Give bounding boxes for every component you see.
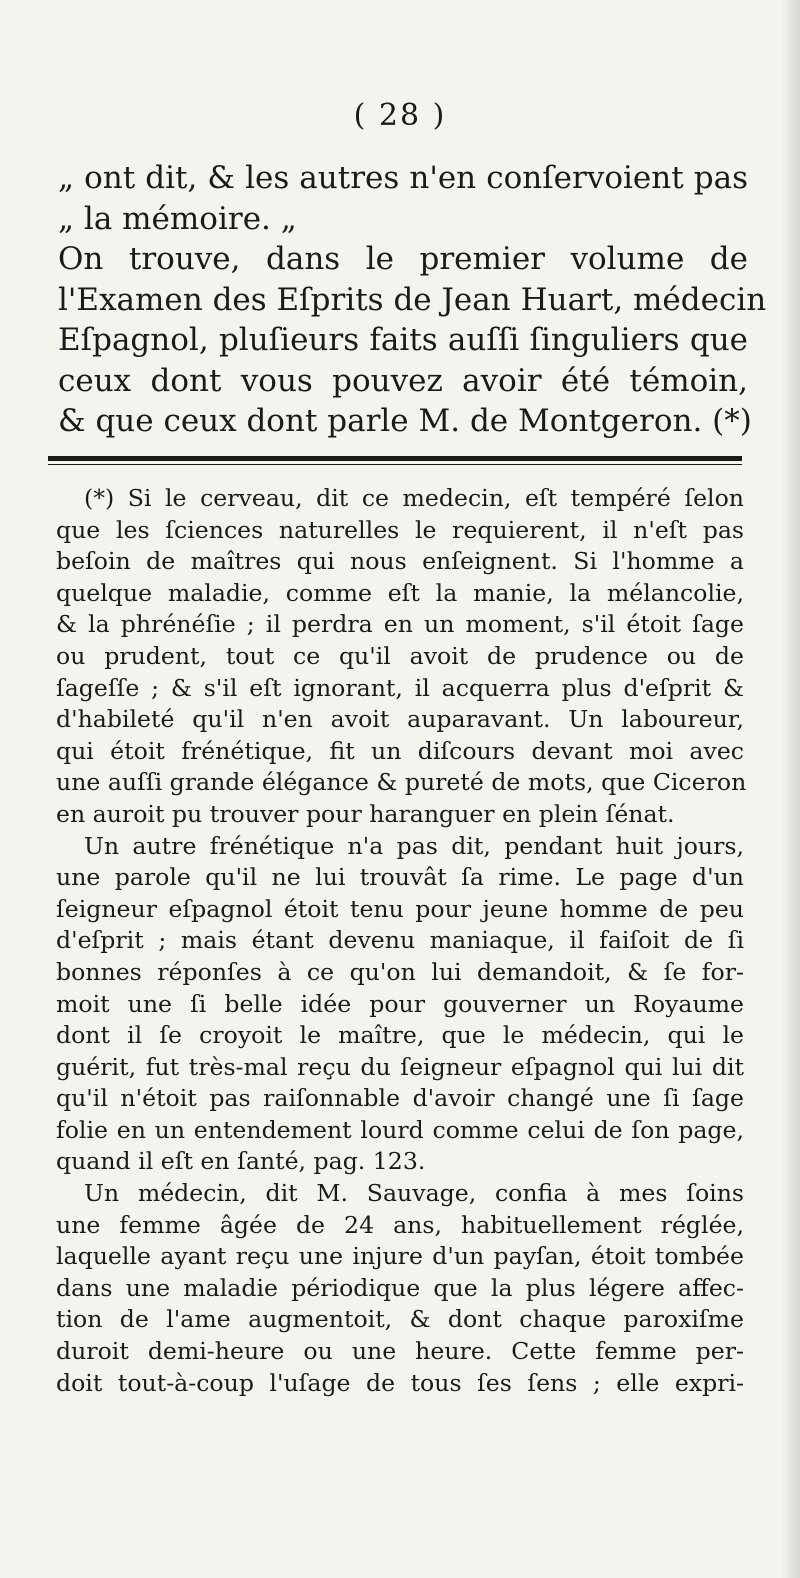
main-line-5: Eſpagnol, pluſieurs faits auſſi ſinguliers que	[58, 322, 748, 358]
footnote-line: d'eſprit ; mais étant devenu maniaque, il faiſoit de ſi	[56, 926, 744, 955]
footnote-line: une auſſi grande élégance & pureté de mots, que Ciceron	[56, 768, 747, 797]
footnote-line: (*) Si le cerveau, dit ce medecin, eſt tempéré ſelon	[84, 484, 744, 512]
footnote-line: moit une ſi belle idée pour gouverner un Royaume	[56, 989, 744, 1018]
main-line-1: „ ont dit, & les autres n'en conſervoient pas	[58, 160, 748, 196]
footnote-line: laquelle ayant reçu une injure d'un payſan, étoit tombée	[56, 1242, 744, 1271]
footnote-line: Un médecin, dit M. Sauvage, confia à mes ſoins	[84, 1179, 744, 1208]
main-line-6: ceux dont vous pouvez avoir été témoin,	[58, 362, 748, 399]
footnote-line: ſeigneur eſpagnol étoit tenu pour jeune homme de peu	[56, 894, 744, 923]
footnote-line: une femme âgée de 24 ans, habituellement réglée,	[56, 1210, 744, 1239]
footnote-line: qui étoit frénétique, fit un diſcours devant moi avec	[56, 736, 744, 765]
footnote-line: doit tout-à-coup l'uſage de tous ſes ſens ; elle expri-	[56, 1368, 744, 1397]
footnote-line: que les ſciences naturelles le requierent, il n'eſt pas	[56, 515, 744, 544]
footnote-line: & la phrénéſie ; il perdra en un moment, s'il étoit ſage	[56, 610, 744, 639]
page-number: ( 28 )	[353, 98, 447, 133]
page-edge-shadow	[782, 0, 800, 1578]
footnote-line: dans une maladie périodique que la plus légere affec-	[56, 1273, 744, 1302]
footnote-line: une parole qu'il ne lui trouvât ſa rime. Le page d'un	[56, 863, 744, 892]
main-line-4: l'Examen des Eſprits de Jean Huart, médecin	[58, 281, 767, 318]
footnote-line: quelque maladie, comme eſt la manie, la mélancolie,	[56, 578, 744, 607]
main-line-3: On trouve, dans le premier volume de	[58, 241, 748, 277]
footnote-line: bonnes réponſes à ce qu'on lui demandoit, & ſe for-	[56, 957, 744, 986]
footnote-line: ſageſſe ; & s'il eſt ignorant, il acquerra plus d'eſprit &	[56, 673, 744, 702]
footnote-line: Un autre frénétique n'a pas dit, pendant huit jours,	[84, 831, 744, 860]
main-line-7: & que ceux dont parle M. de Montgeron. (*)	[58, 403, 752, 439]
footnote-line: ou prudent, tout ce qu'il avoit de prudence ou de	[56, 641, 744, 670]
footnote-line: duroit demi-heure ou une heure. Cette femme per-	[56, 1337, 744, 1366]
footnote-line: tion de l'ame augmentoit, & dont chaque paroxiſme	[56, 1305, 744, 1334]
main-text-block	[58, 158, 767, 442]
footnote-line: dont il ſe croyoit le maître, que le médecin, qui le	[56, 1021, 744, 1050]
footnote-line: qu'il n'étoit pas raiſonnable d'avoir changé une ſi ſage	[56, 1084, 744, 1113]
footnote-line: guérit, fut très-mal reçu du ſeigneur eſpagnol qui lui dit	[56, 1052, 744, 1081]
footnote-line: en auroit pu trouver pour haranguer en plein ſénat.	[56, 799, 675, 828]
footnote-separator-thin-rule	[48, 464, 742, 465]
footnote-line: folie en un entendement lourd comme celui de ſon page,	[56, 1115, 744, 1144]
footnote-separator-rule	[48, 456, 742, 461]
footnote-line: beſoin de maîtres qui nous enſeignent. Si l'homme a	[56, 547, 744, 576]
footnote-line: quand il eſt en ſanté, pag. 123.	[56, 1147, 426, 1176]
footnote-block	[56, 483, 747, 1399]
footnote-line: d'habileté qu'il n'en avoit auparavant. Un laboureur,	[56, 705, 744, 734]
main-line-2: „ la mémoire. „	[58, 200, 297, 237]
